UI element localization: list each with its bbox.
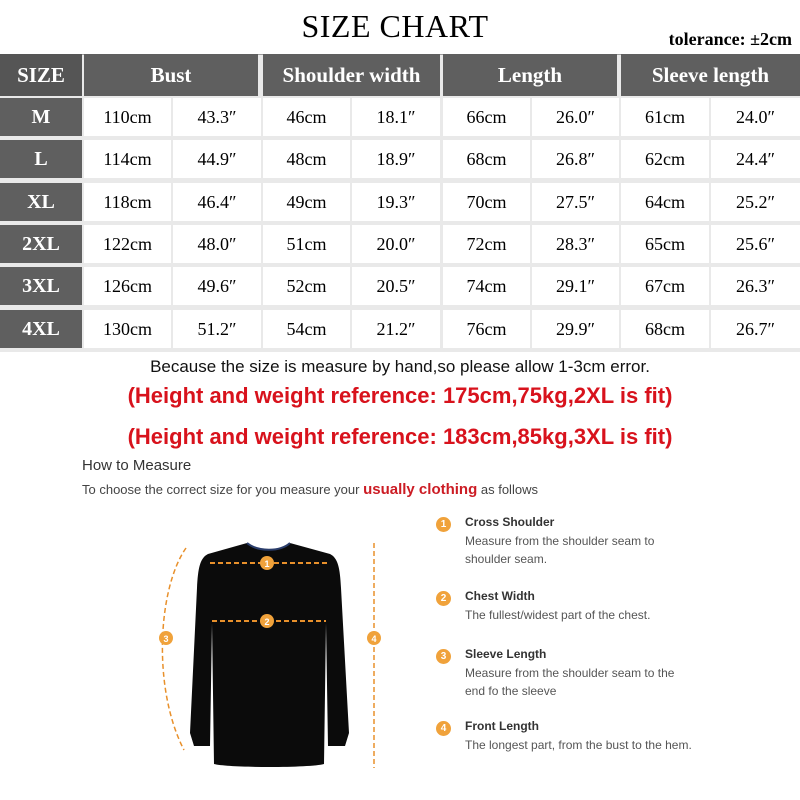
- badge-4-icon: 4: [436, 721, 451, 736]
- header-bust: Bust: [84, 54, 258, 96]
- size-label: 4XL: [0, 310, 82, 348]
- table-cell: 68cm: [443, 140, 530, 178]
- how-to-measure-subtitle: [82, 481, 538, 498]
- table-cell: 118cm: [84, 183, 171, 221]
- header-size: SIZE: [0, 54, 82, 96]
- table-cell: 46cm: [263, 98, 350, 136]
- table-cell: 76cm: [443, 310, 530, 348]
- table-cell: 20.0″: [352, 225, 440, 263]
- table-cell: 19.3″: [352, 183, 440, 221]
- table-cell: 130cm: [84, 310, 171, 348]
- size-label: L: [0, 140, 82, 178]
- size-label: 3XL: [0, 267, 82, 305]
- table-cell: 48cm: [263, 140, 350, 178]
- size-chart: [0, 0, 800, 352]
- svg-text:1: 1: [264, 559, 270, 569]
- table-cell: 66cm: [443, 98, 530, 136]
- svg-text:3: 3: [163, 634, 169, 644]
- badge-1-icon: 1: [436, 517, 451, 532]
- table-cell: 18.1″: [352, 98, 440, 136]
- table-cell: 18.9″: [352, 140, 440, 178]
- badge-3-icon: 3: [436, 649, 451, 664]
- table-cell: 70cm: [443, 183, 530, 221]
- header-shoulder-width: Shoulder width: [263, 54, 440, 96]
- table-cell: 44.9″: [173, 140, 261, 178]
- table-cell: 126cm: [84, 267, 171, 305]
- table-cell: 65cm: [621, 225, 709, 263]
- table-cell: 26.0″: [532, 98, 619, 136]
- svg-text:4: 4: [371, 634, 377, 644]
- table-cell: 26.3″: [711, 267, 800, 305]
- table-cell: 52cm: [263, 267, 350, 305]
- subtitle-highlight: usually clothing: [363, 481, 478, 498]
- table-cell: 110cm: [84, 98, 171, 136]
- table-cell: 51.2″: [173, 310, 261, 348]
- measure-item-title: Front Length: [465, 719, 539, 733]
- table-cell: 24.0″: [711, 98, 800, 136]
- table-cell: 28.3″: [532, 225, 619, 263]
- header-length: Length: [443, 54, 617, 96]
- table-cell: 46.4″: [173, 183, 261, 221]
- sweater-illustration: [150, 528, 395, 790]
- table-cell: 29.1″: [532, 267, 619, 305]
- table-cell: 54cm: [263, 310, 350, 348]
- table-cell: 72cm: [443, 225, 530, 263]
- table-cell: 49cm: [263, 183, 350, 221]
- table-cell: 74cm: [443, 267, 530, 305]
- badge-2-icon: 2: [436, 591, 451, 606]
- table-cell: 67cm: [621, 267, 709, 305]
- chart-title: SIZE CHART: [301, 8, 489, 44]
- table-cell: 29.9″: [532, 310, 619, 348]
- table-cell: 122cm: [84, 225, 171, 263]
- measurement-error-note: Because the size is measure by hand,so please allow 1-3cm error.: [150, 357, 650, 376]
- table-cell: 49.6″: [173, 267, 261, 305]
- table-cell: 61cm: [621, 98, 709, 136]
- table-cell: 68cm: [621, 310, 709, 348]
- header-sleeve-length: Sleeve length: [621, 54, 800, 96]
- size-label: M: [0, 98, 82, 136]
- subtitle-text-end: as follows: [477, 482, 538, 497]
- table-cell: 25.2″: [711, 183, 800, 221]
- tolerance-note: tolerance: ±2cm: [668, 29, 792, 49]
- table-cell: 43.3″: [173, 98, 261, 136]
- svg-text:2: 2: [264, 617, 270, 627]
- measure-item-desc: The longest part, from the bust to the hem.: [465, 738, 692, 752]
- how-to-measure-title: How to Measure: [82, 457, 192, 474]
- reference-note-2: (Height and weight reference: 183cm,85kg,3XL is fit): [127, 424, 673, 449]
- table-cell: 20.5″: [352, 267, 440, 305]
- measure-item-title: Cross Shoulder: [465, 515, 555, 529]
- table-cell: 25.6″: [711, 225, 800, 263]
- measure-item-title: Chest Width: [465, 589, 535, 603]
- table-cell: 26.7″: [711, 310, 800, 348]
- measure-item-desc: Measure from the shoulder seam to the end fo the sleeve: [465, 666, 675, 698]
- measure-item-title: Sleeve Length: [465, 647, 547, 661]
- table-cell: 64cm: [621, 183, 709, 221]
- measure-item-desc: The fullest/widest part of the chest.: [465, 608, 651, 622]
- table-cell: 62cm: [621, 140, 709, 178]
- sweater-body: [190, 543, 349, 767]
- table-cell: 26.8″: [532, 140, 619, 178]
- table-cell: 21.2″: [352, 310, 440, 348]
- chart-title-bar: [0, 0, 800, 55]
- size-label: XL: [0, 183, 82, 221]
- subtitle-text: To choose the correct size for you measure your: [82, 482, 364, 497]
- table-cell: 24.4″: [711, 140, 800, 178]
- table-cell: 27.5″: [532, 183, 619, 221]
- size-label: 2XL: [0, 225, 82, 263]
- reference-note-1: (Height and weight reference: 175cm,75kg,2XL is fit): [127, 383, 673, 408]
- table-cell: 48.0″: [173, 225, 261, 263]
- measure-item-desc: Measure from the shoulder seam to shoulder seam.: [465, 534, 655, 566]
- table-cell: 51cm: [263, 225, 350, 263]
- table-cell: 114cm: [84, 140, 171, 178]
